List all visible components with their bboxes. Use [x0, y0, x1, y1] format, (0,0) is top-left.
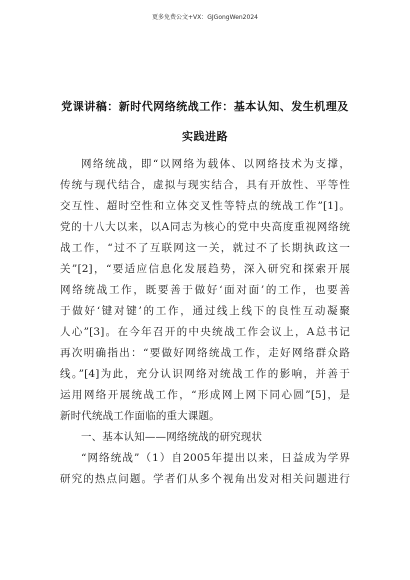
body-line: 新时代统战工作面临的重大课题。 [60, 410, 220, 422]
body-line: 网络统战，即“以网络为载体、以网络技术为支撑， [81, 158, 350, 170]
document-title-line-1: 党课讲稿：新时代网络统战工作：基本认知、发生机理及 [61, 100, 349, 113]
body-line: 传统与现代结合，虚拟与现实结合，具有开放性、平等性 [60, 179, 350, 191]
body-line: 交互性、超时空性和立体交叉性等特点的统战工作”[1]。 [60, 200, 350, 212]
body-line: 再次明确指出：“要做好网络统战工作，走好网络群众路 [60, 347, 350, 359]
body-line: 党的十八大以来，以A同志为核心的党中央高度重视网络统 [60, 221, 350, 233]
body-line: 线。”[4]为此，充分认识网络对统战工作的影响，并善于 [60, 368, 350, 380]
body-line: 战工作，“过不了互联网这一关，就过不了长期执政这一 [60, 242, 350, 254]
body-line: 网络统战工作，既要善于做好‘面对面’的工作，也要善 [60, 284, 350, 296]
body-line: 关”[2]，“要适应信息化发展趋势，深入研究和探索开展 [60, 263, 350, 275]
body-line: 人心”[3]。在今年召开的中央统战工作会议上，A总书记 [60, 326, 350, 338]
section-heading: 一、基本认知——网络统战的研究现状 [81, 431, 263, 443]
body-line: 于做好‘键对键’的工作，通过线上线下的良性互动凝聚 [60, 305, 350, 317]
body-line: “网络统战”（1）自2005年提出以来，日益成为学界 [81, 452, 350, 464]
page-header: 更多免费公文+VX：GJGongWen2024 [152, 14, 258, 21]
body-line: 研究的热点问题。学者们从多个视角出发对相关问题进行 [60, 473, 350, 485]
body-line: 运用网络开展统战工作，“形成网上网下同心圆”[5]，是 [60, 389, 350, 401]
document-title-line-2: 实践进路 [182, 130, 228, 143]
